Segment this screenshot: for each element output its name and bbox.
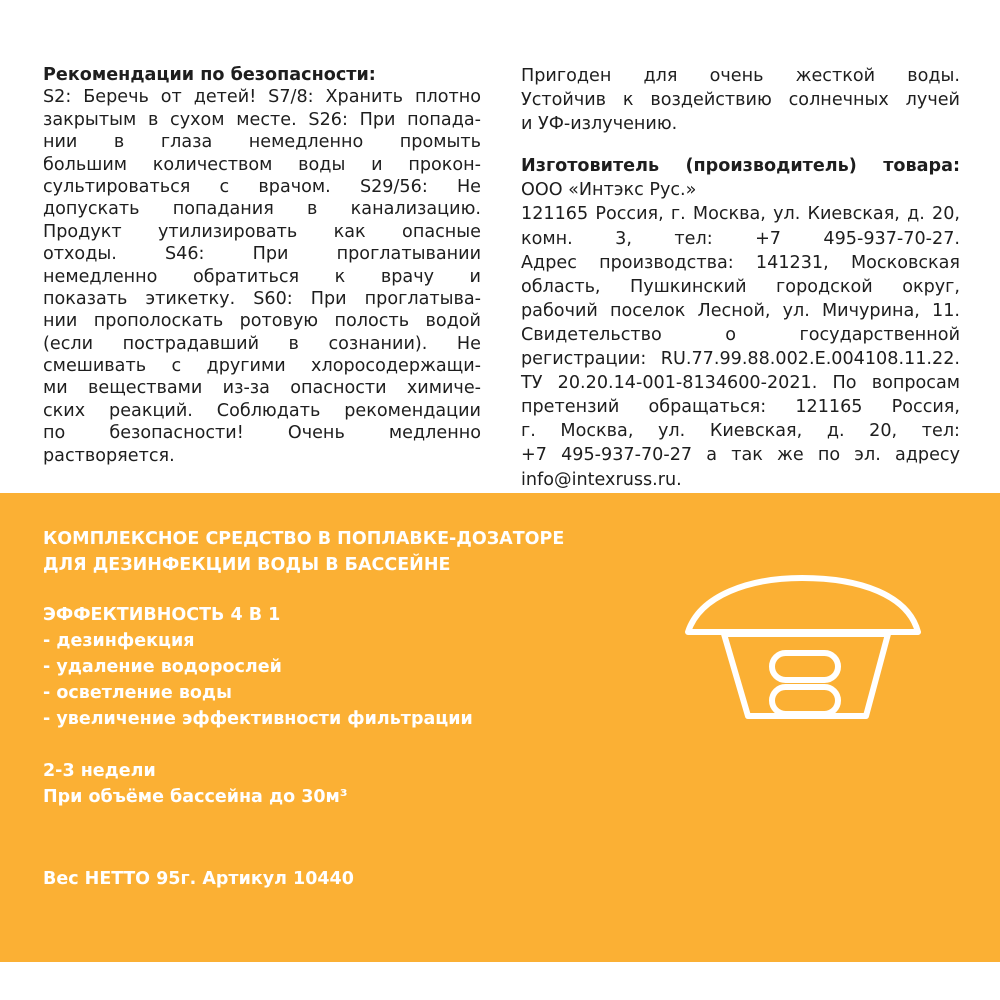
text-line: растворяется. (43, 445, 175, 466)
text-line: большим количеством воды и прокон- (43, 154, 481, 175)
text-line: ских реакций. Соблюдать рекомендации (43, 400, 481, 421)
text-line: ТУ 20.20.14-001-8134600-2021. По вопросам (521, 373, 960, 394)
safety-text (43, 86, 481, 467)
manufacturer-heading: Изготовитель (производитель) товара: (521, 156, 960, 177)
weight-article: Вес НЕТТО 95г. Артикул 10440 (43, 869, 354, 889)
text-line: допускать попадания в канализацию. (43, 199, 481, 220)
text-line: регистрации: RU.77.99.88.002.E.004108.11.22. (521, 349, 960, 370)
product-title-line-2: ДЛЯ ДЕЗИНФЕКЦИИ ВОДЫ В БАССЕЙНЕ (43, 555, 451, 575)
text-line: нии в глаза немедленно промыть (43, 132, 481, 153)
text-line: Устойчив к воздействию солнечных лучей (521, 90, 960, 111)
product-title-line-1: КОМПЛЕКСНОЕ СРЕДСТВО В ПОПЛАВКЕ-ДОЗАТОРЕ (43, 529, 565, 549)
text-line: (если пострадавший в сознании). Не (43, 333, 481, 354)
floating-dispenser-icon (680, 570, 930, 730)
text-line: ми веществами из-за опасности химиче- (43, 378, 481, 399)
text-line: S2: Беречь от детей! S7/8: Хранить плотно (43, 87, 481, 108)
effect-item: - осветление воды (43, 683, 232, 703)
text-line: +7 495-937-70-27 а так же по эл. адресу (521, 445, 960, 466)
text-line: Свидетельство о государственной (521, 324, 960, 345)
effect-item: - дезинфекция (43, 631, 195, 651)
text-line: ООО «Интэкс Рус.» (521, 180, 697, 201)
text-line: показать этикетку. S60: При проглатыва- (43, 288, 481, 309)
effect-item: - увеличение эффективности фильтрации (43, 709, 473, 729)
product-properties (521, 64, 960, 136)
text-line: смешивать с другими хлоросодержащи- (43, 356, 481, 377)
text-line: г. Москва, ул. Киевская, д. 20, тел: (521, 421, 960, 442)
manufacturer-text (521, 178, 960, 491)
text-line: info@intexruss.ru. (521, 469, 682, 490)
text-line: закрытым в сухом месте. S26: При попада- (43, 109, 481, 130)
text-line: 121165 Россия, г. Москва, ул. Киевская, д. 20, (521, 204, 960, 225)
text-line: область, Пушкинский городской округ, (521, 276, 960, 297)
text-line: немедленно обратиться к врачу и (43, 266, 481, 287)
text-line: по безопасности! Очень медленно (43, 423, 481, 444)
safety-recommendations (43, 64, 481, 467)
text-line: комн. 3, тел: +7 495-937-70-27. (521, 228, 960, 249)
text-line: Пригоден для очень жесткой воды. (521, 66, 960, 86)
text-line: Адрес производства: 141231, Московская (521, 252, 960, 273)
text-line: рабочий поселок Лесной, ул. Мичурина, 11. (521, 300, 960, 321)
effect-item: - удаление водорослей (43, 657, 282, 677)
text-line: и УФ-излучению. (521, 114, 678, 135)
text-line: претензий обращаться: 121165 Россия, (521, 397, 960, 418)
effect-title: ЭФФЕКТИВНОСТЬ 4 В 1 (43, 605, 281, 625)
manufacturer-info (521, 64, 960, 492)
safety-heading: Рекомендации по безопасности: (43, 65, 376, 85)
text-line: нии прополоскать ротовую полость водой (43, 311, 481, 332)
text-line: Продукт утилизировать как опасные (43, 221, 481, 242)
text-line: отходы. S46: При проглатывании (43, 244, 481, 265)
duration: 2-3 недели (43, 761, 156, 781)
text-line: сультироваться с врачом. S29/56: Не (43, 176, 481, 197)
pool-volume: При объёме бассейна до 30м³ (43, 787, 348, 807)
